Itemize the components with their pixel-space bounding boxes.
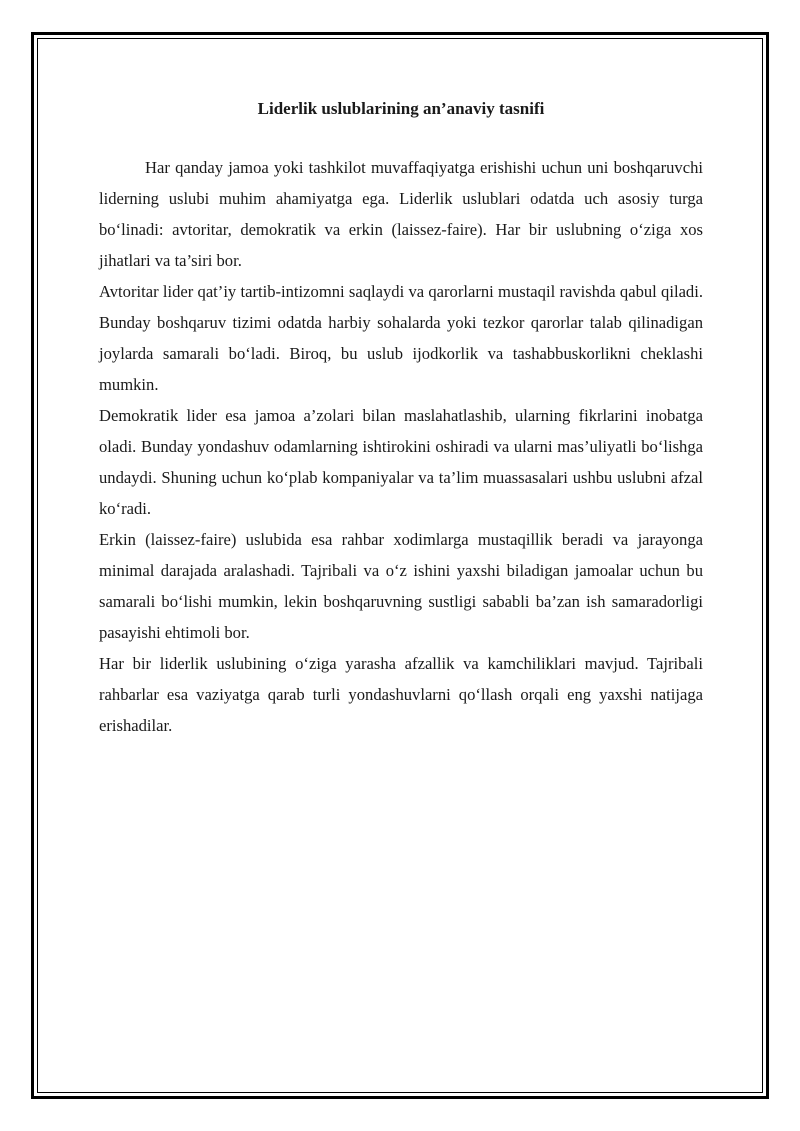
document-body xyxy=(99,96,703,741)
paragraph-laissez-faire: Erkin (laissez-faire) uslubida esa rahbar xodimlarga mustaqillik beradi va jarayonga minimal darajada aralashadi. Tajribali va o‘z ishini yaxshi biladigan jamoalar uchun bu samarali bo‘lishi mumkin, lekin boshqaruvning sustligi sababli ba’zan ish samaradorligi pasayishi ehtimoli bor. xyxy=(99,530,703,642)
paragraph-authoritarian: Avtoritar lider qat’iy tartib-intizomni saqlaydi va qarorlarni mustaqil ravishda qabul qiladi. Bunday boshqaruv tizimi odatda harbiy sohalarda yoki tezkor qarorlar talab qilinadigan joylarda samarali bo‘ladi. Biroq, bu uslub ijodkorlik va tashabbuskorlikni cheklashi mumkin. xyxy=(99,282,703,394)
document-title: Liderlik uslublarining an’anaviy tasnifi xyxy=(257,99,545,118)
paragraph-democratic: Demokratik lider esa jamoa a’zolari bilan maslahatlashib, ularning fikrlarini inobatga oladi. Bunday yondashuv odamlarning ishtirokini oshiradi va ularni mas’uliyatli bo‘lishga undaydi. Shuning uchun ko‘plab kompaniyalar va ta’lim muassasalari ushbu uslubni afzal ko‘radi. xyxy=(99,406,703,518)
paragraph-intro: Har qanday jamoa yoki tashkilot muvaffaqiyatga erishishi uchun uni boshqaruvchi liderning uslubi muhim ahamiyatga ega. Liderlik uslublari odatda uch asosiy turga bo‘linadi: avtoritar, demokratik va erkin (laissez-faire). Har bir uslubning o‘ziga xos jihatlari va ta’siri bor. xyxy=(99,158,703,270)
paragraph-conclusion: Har bir liderlik uslubining o‘ziga yarasha afzallik va kamchiliklari mavjud. Tajribali rahbarlar esa vaziyatga qarab turli yondashuvlarni qo‘llash orqali eng yaxshi natijaga erishadilar. xyxy=(99,654,703,735)
